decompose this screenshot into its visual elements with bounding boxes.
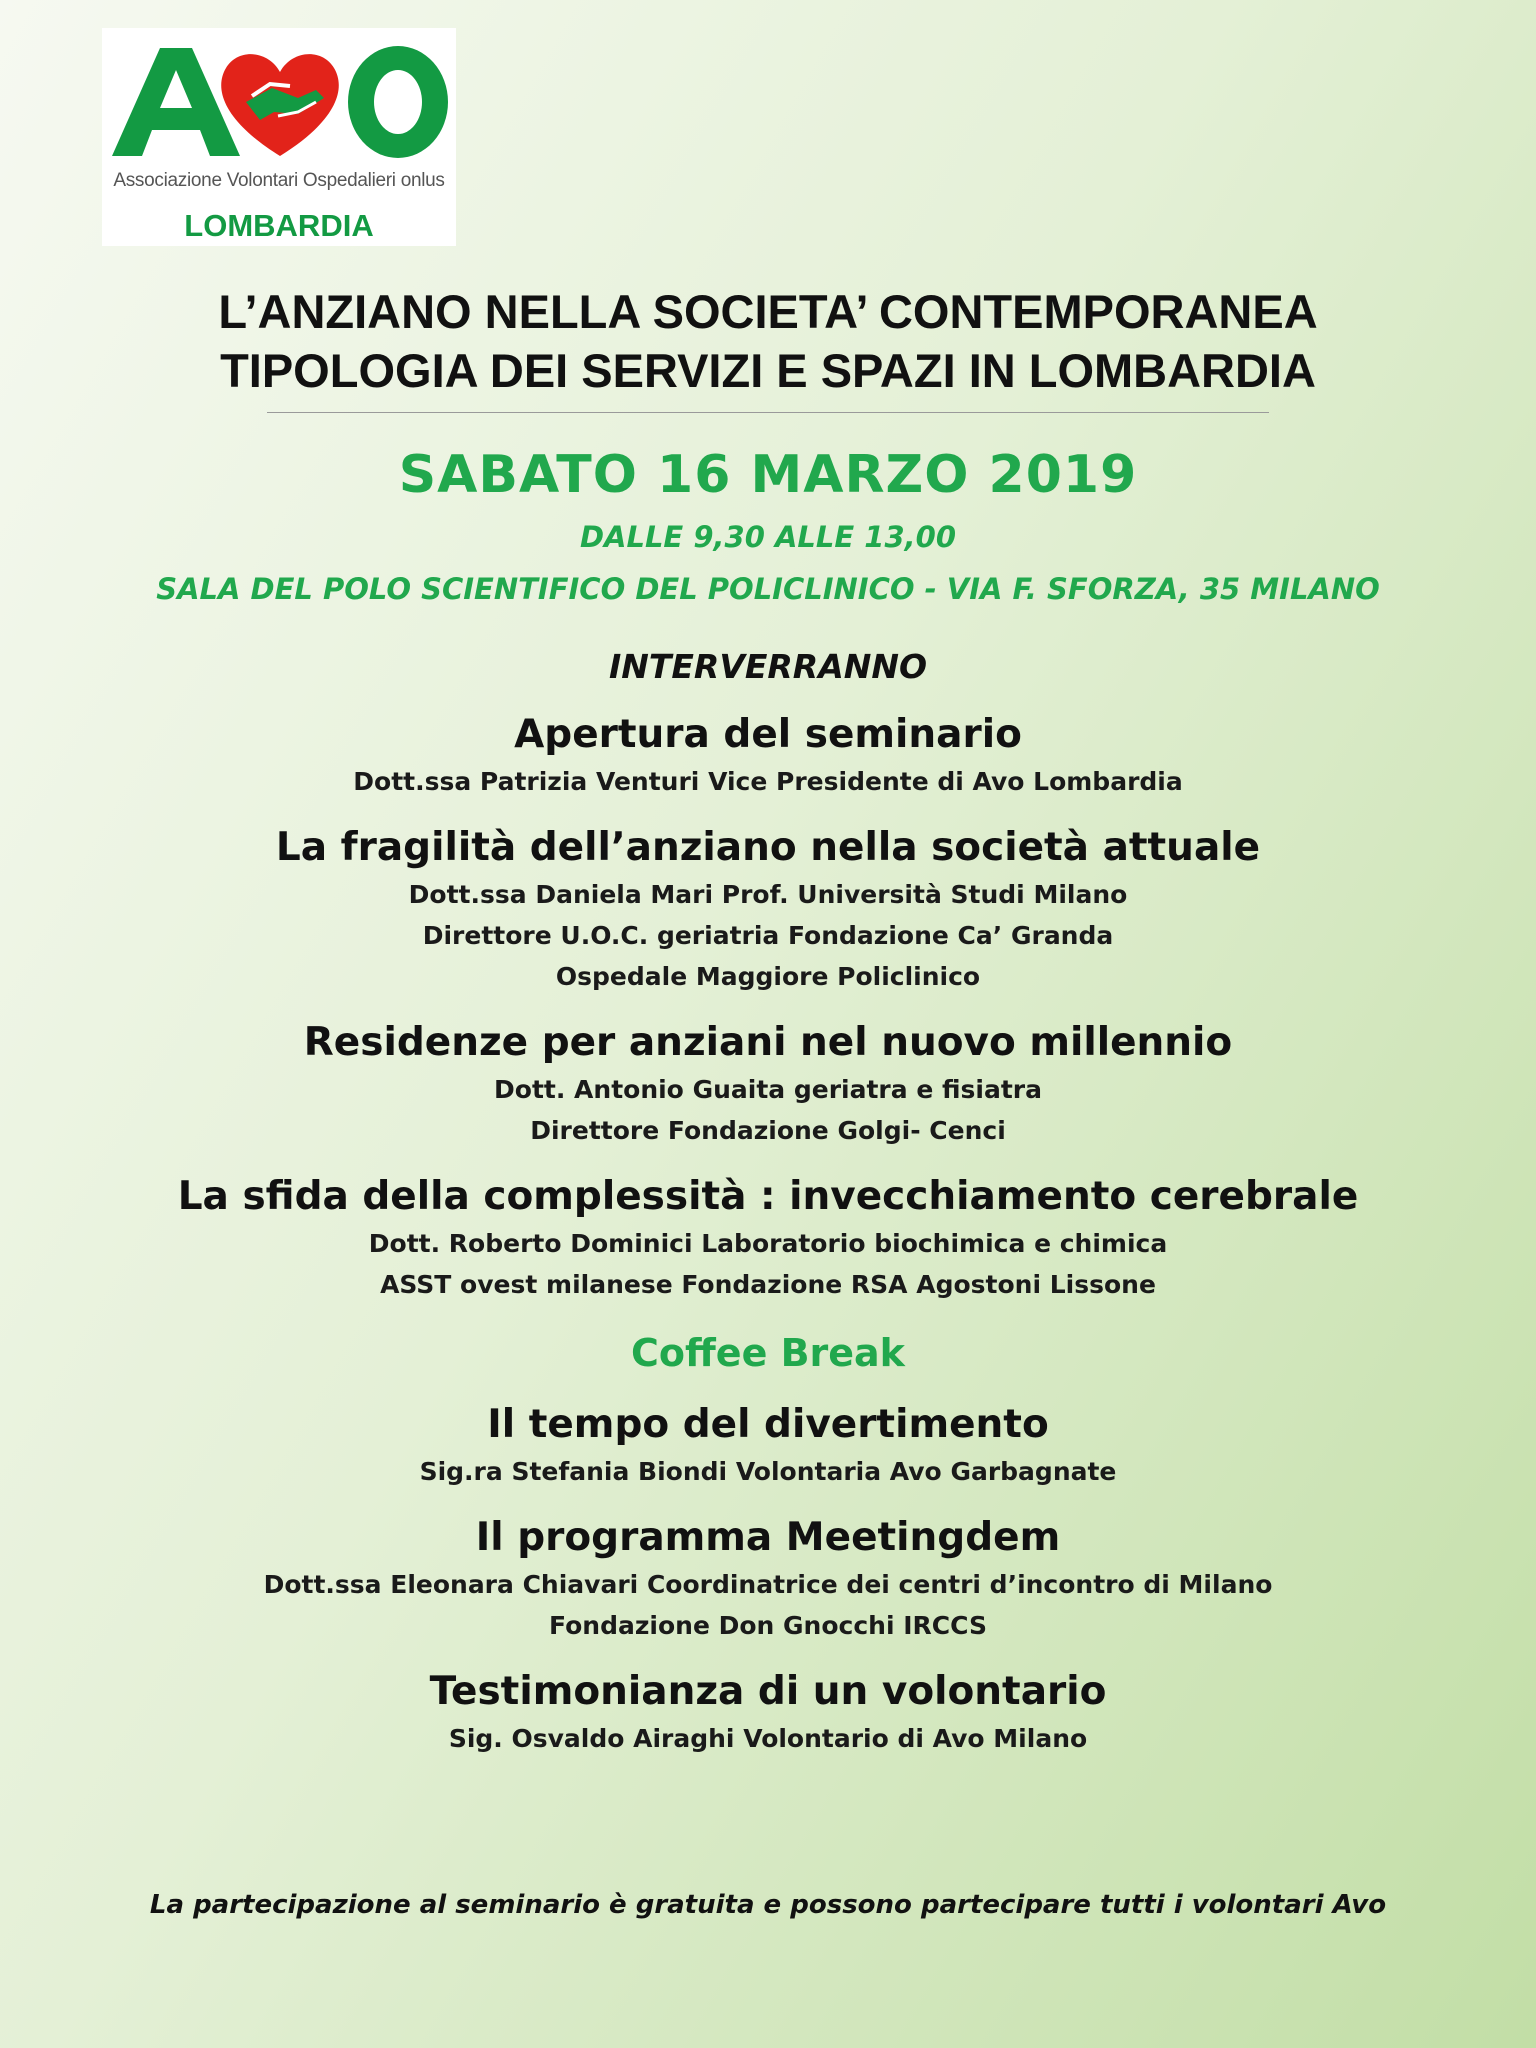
session-speaker: Dott. Roberto Dominici Laboratorio biochimica e chimica	[368, 1229, 1168, 1258]
session-title: Testimonianza di un volontario	[429, 1669, 1107, 1714]
event-hours: DALLE 9,30 ALLE 13,00	[579, 520, 957, 554]
divider	[267, 412, 1269, 413]
session-title: La sfida della complessità : invecchiamento cerebrale	[177, 1174, 1359, 1219]
session	[0, 822, 1536, 997]
title-line-2: TIPOLOGIA DEI SERVIZI E SPAZI IN LOMBARDIA	[220, 344, 1316, 397]
avo-logo	[102, 28, 456, 246]
session-title: Residenze per anziani nel nuovo millennio	[303, 1020, 1233, 1065]
session-speaker: Fondazione Don Gnocchi IRCCS	[549, 1611, 987, 1640]
session-speaker: Sig.ra Stefania Biondi Volontaria Avo Garbagnate	[419, 1457, 1117, 1486]
session	[0, 1666, 1536, 1759]
session	[0, 1017, 1536, 1151]
event-venue: SALA DEL POLO SCIENTIFICO DEL POLICLINICO - VIA F. SFORZA, 35 MILANO	[156, 572, 1380, 606]
association-name: Associazione Volontari Ospedalieri onlus	[113, 170, 445, 191]
session-speaker: ASST ovest milanese Fondazione RSA Agostoni Lissone	[380, 1270, 1156, 1299]
session	[0, 709, 1536, 802]
session-speaker: Dott.ssa Eleonara Chiavari Coordinatrice dei centri d’incontro di Milano	[263, 1570, 1273, 1599]
avo-logo-mark	[102, 28, 456, 178]
speakers-label: INTERVERRANNO	[608, 647, 928, 686]
session	[0, 1399, 1536, 1492]
session-title: Il programma Meetingdem	[475, 1515, 1061, 1560]
session-speaker: Direttore Fondazione Golgi- Cenci	[530, 1116, 1006, 1145]
session	[0, 1512, 1536, 1646]
session-speaker: Dott.ssa Daniela Mari Prof. Università Studi Milano	[408, 880, 1128, 909]
session-speaker: Dott.ssa Patrizia Venturi Vice Presidente di Avo Lombardia	[353, 767, 1183, 796]
title-line-1: L’ANZIANO NELLA SOCIETA’ CONTEMPORANEA	[218, 285, 1318, 338]
session-speaker: Ospedale Maggiore Policlinico	[555, 962, 981, 991]
session-speaker: Sig. Osvaldo Airaghi Volontario di Avo Milano	[448, 1724, 1088, 1753]
region-name: LOMBARDIA	[184, 208, 374, 243]
event-date: SABATO 16 MARZO 2019	[398, 445, 1138, 505]
session-title: Il tempo del divertimento	[487, 1402, 1049, 1447]
coffee-break: Coffee Break	[631, 1331, 905, 1375]
session-speaker: Dott. Antonio Guaita geriatra e fisiatra	[494, 1075, 1042, 1104]
session-speaker: Direttore U.O.C. geriatria Fondazione Ca’ Granda	[422, 921, 1114, 950]
session-title: La fragilità dell’anziano nella società attuale	[275, 825, 1261, 870]
poster-content	[0, 282, 1536, 1759]
session	[0, 1171, 1536, 1305]
session-title: Apertura del seminario	[514, 712, 1022, 757]
participation-note: La partecipazione al seminario è gratuita e possono partecipare tutti i volontari Avo	[149, 1890, 1387, 1920]
